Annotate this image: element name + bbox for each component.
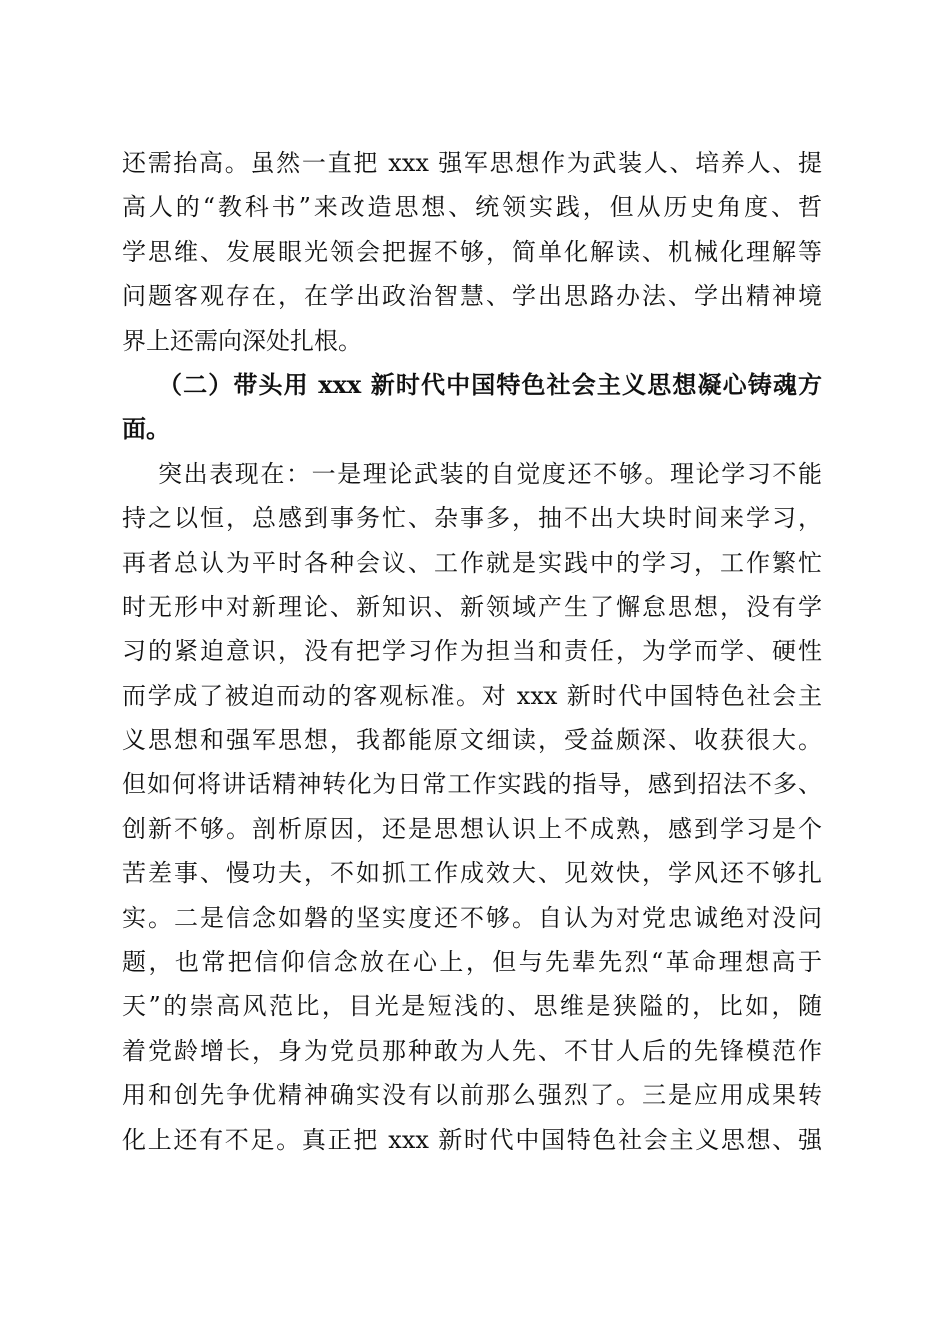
text-line: 而学成了被迫而动的客观标准。对 xxx 新时代中国特色社会主 <box>122 681 822 710</box>
paragraph-2 <box>122 452 822 1162</box>
heading-line: 面。 <box>122 414 170 444</box>
text-line: 题，也常把信仰信念放在心上，但与先辈先烈“革命理想高于 <box>122 948 822 977</box>
text-line: 实。二是信念如磐的坚实度还不够。自认为对党忠诚绝对没问 <box>122 903 822 932</box>
text-line: 还需抬高。虽然一直把 xxx 强军思想作为武装人、培养人、提 <box>122 149 822 177</box>
text-line: 突出表现在：一是理论武装的自觉度还不够。理论学习不能 <box>158 459 822 488</box>
text-line: 天”的崇高风范比，目光是短浅的、思维是狭隘的，比如，随 <box>122 992 822 1021</box>
text-line: 时无形中对新理论、新知识、新领域产生了懈怠思想，没有学 <box>122 592 822 621</box>
document-page <box>122 141 822 1162</box>
paragraph-1 <box>122 141 822 363</box>
text-line: 化上还有不足。真正把 xxx 新时代中国特色社会主义思想、强 <box>122 1125 822 1154</box>
text-line: 但如何将讲话精神转化为日常工作实践的指导，感到招法不多、 <box>122 770 822 799</box>
text-line: 义思想和强军思想，我都能原文细读，受益颇深、收获很大。 <box>122 726 822 755</box>
text-line: 高人的“教科书”来改造思想、统领实践，但从历史角度、哲 <box>122 193 822 222</box>
text-line: 再者总认为平时各种会议、工作就是实践中的学习，工作繁忙 <box>122 548 822 577</box>
text-line: 持之以恒，总感到事务忙、杂事多，抽不出大块时间来学习， <box>122 504 822 533</box>
text-line: 苦差事、慢功夫，不如抓工作成效大、见效快，学风还不够扎 <box>122 859 822 888</box>
text-line: 着党龄增长，身为党员那种敢为人先、不甘人后的先锋模范作 <box>122 1036 822 1065</box>
text-line: 问题客观存在，在学出政治智慧、学出思路办法、学出精神境 <box>122 282 822 311</box>
text-line: 学思维、发展眼光领会把握不够，简单化解读、机械化理解等 <box>122 237 822 266</box>
text-line: 创新不够。剖析原因，还是思想认识上不成熟，感到学习是个 <box>122 814 822 843</box>
text-line: 用和创先争优精神确实没有以前那么强烈了。三是应用成果转 <box>122 1081 822 1110</box>
text-line: 界上还需向深处扎根。 <box>122 326 362 355</box>
section-heading <box>122 363 822 452</box>
heading-line: （二）带头用 xxx 新时代中国特色社会主义思想凝心铸魂方 <box>158 369 822 399</box>
text-line: 习的紧迫意识，没有把学习作为担当和责任，为学而学、硬性 <box>122 637 822 666</box>
